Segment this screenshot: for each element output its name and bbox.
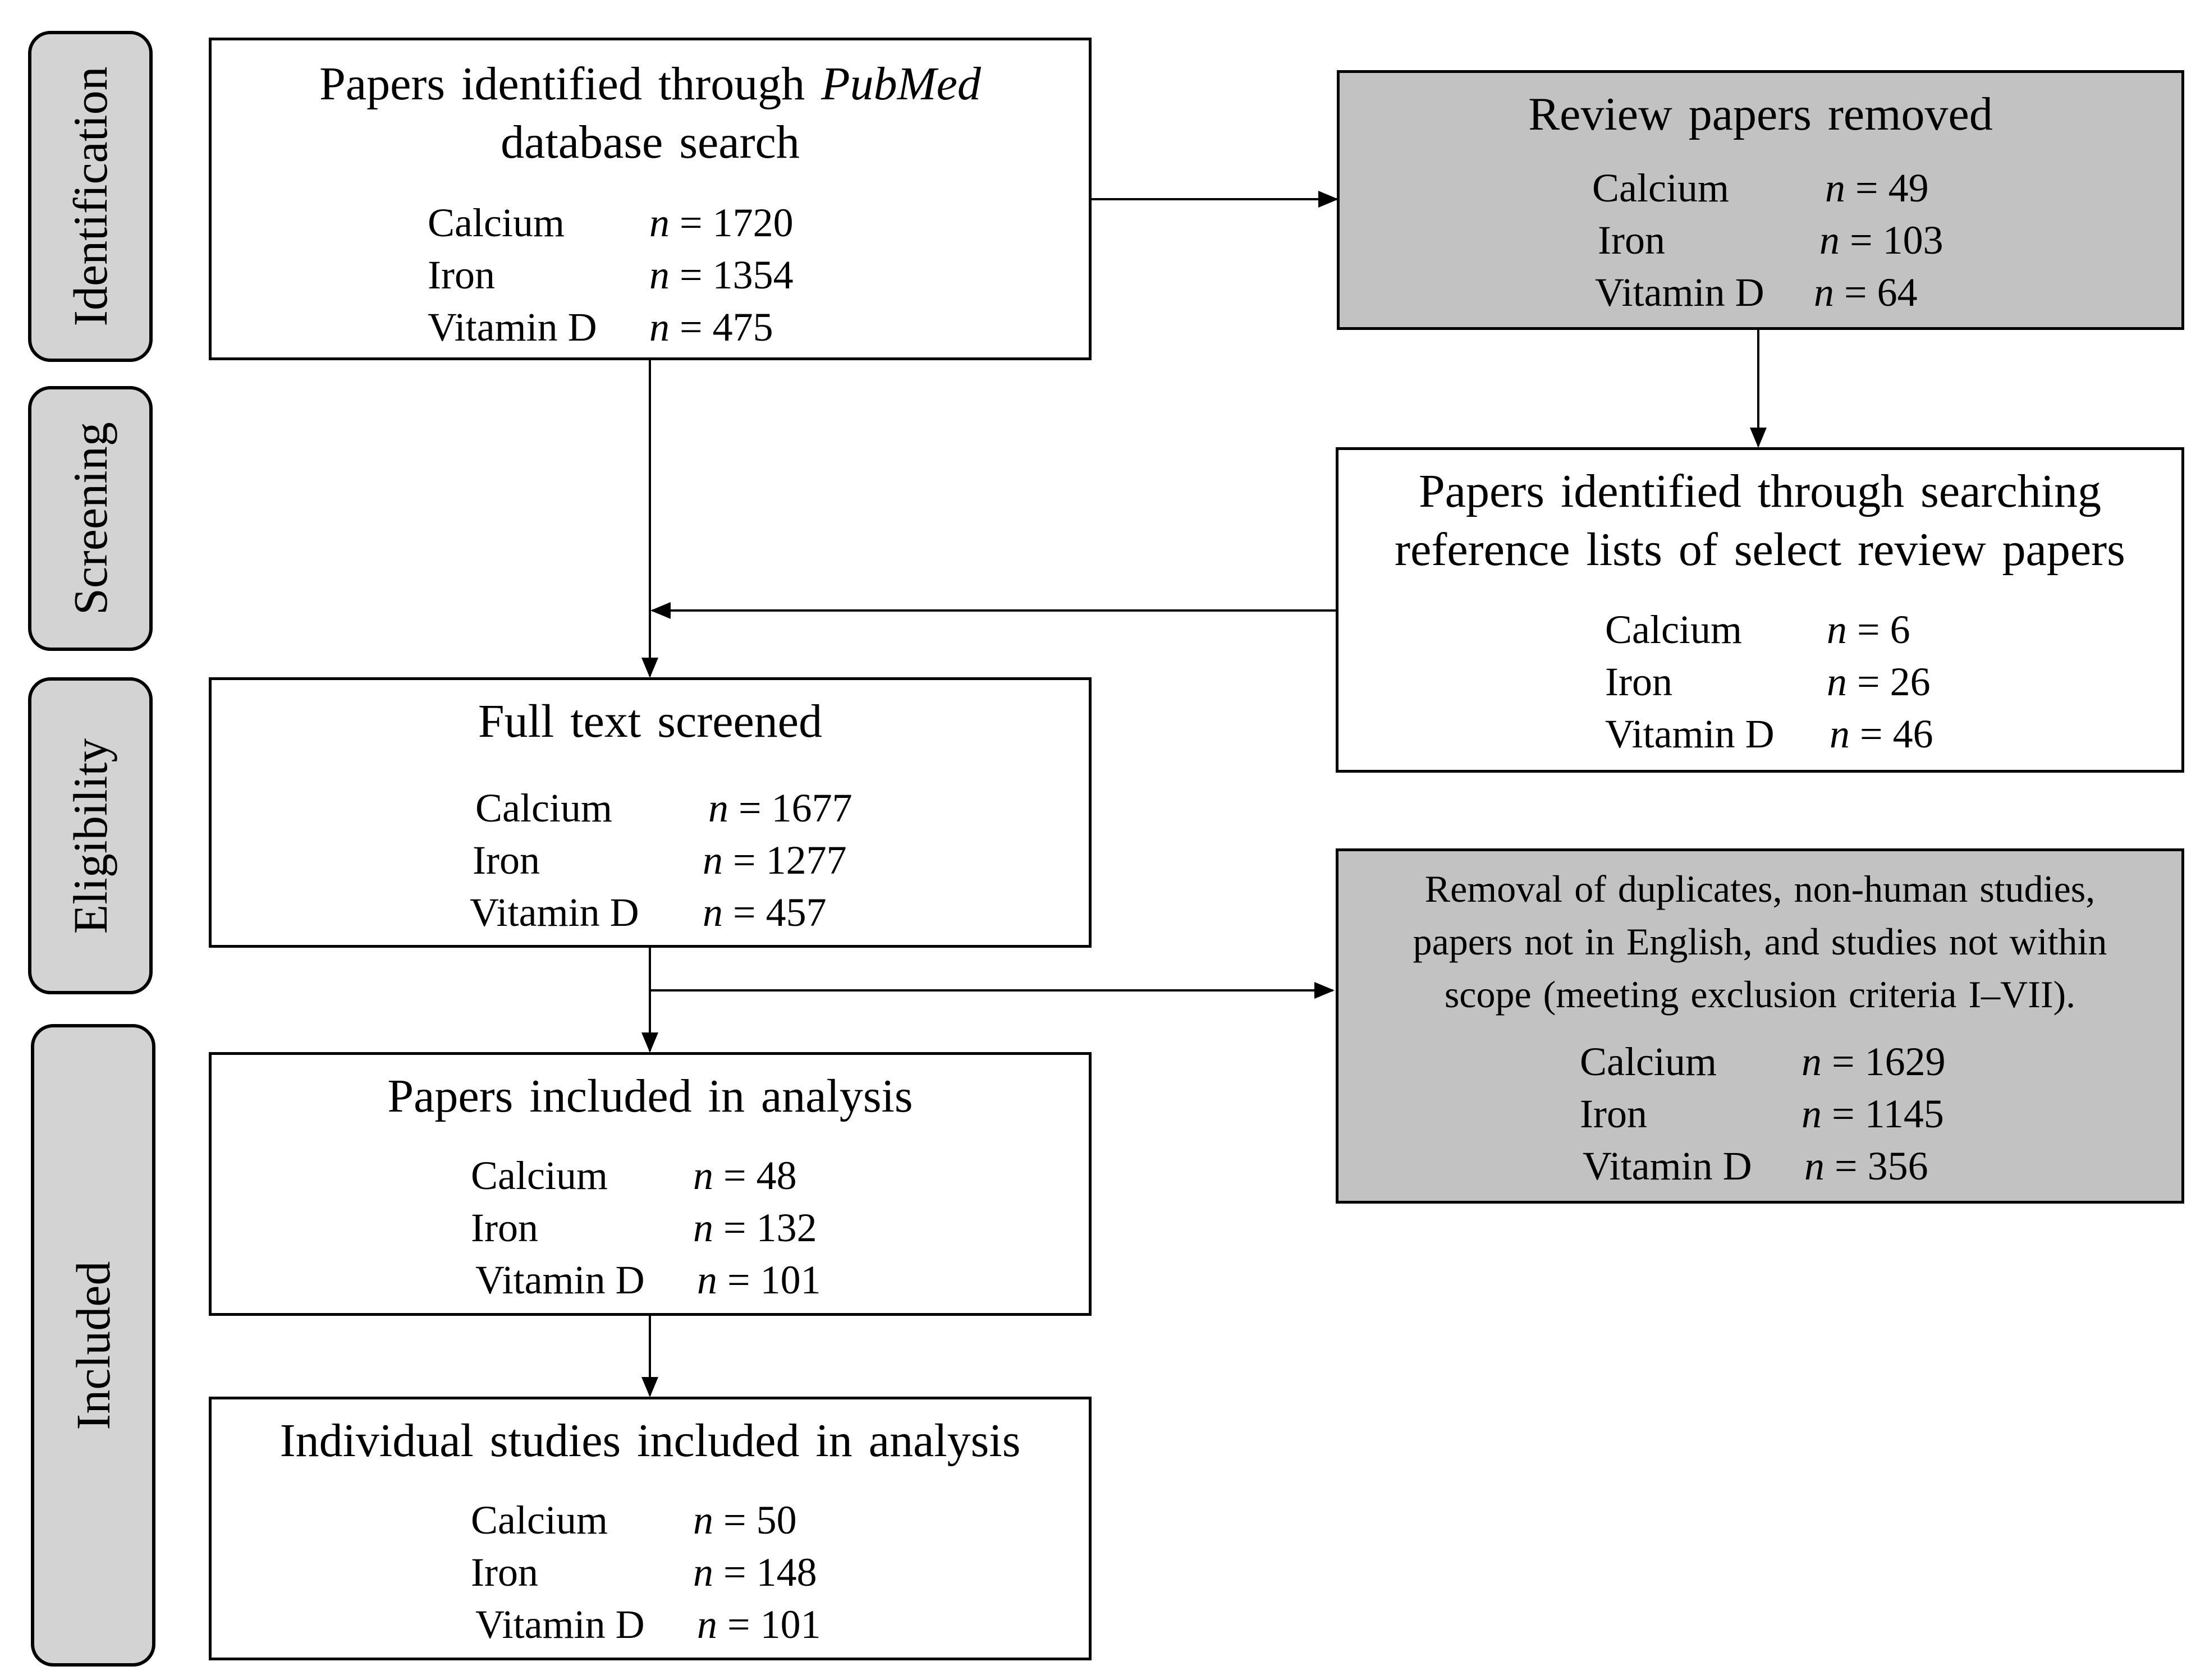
row-label: Calcium	[1592, 166, 1729, 210]
row-label: Iron	[471, 1550, 538, 1595]
row-count: n = 50	[693, 1498, 797, 1543]
box-pubmed-identified	[209, 38, 1092, 360]
row-label: Vitamin D	[470, 890, 639, 935]
box-review-papers-removed	[1337, 70, 2184, 330]
row-count: n = 475	[649, 305, 773, 350]
row-count: n = 457	[703, 890, 827, 935]
row-label: Iron	[471, 1205, 538, 1250]
row-label: Vitamin D	[1595, 270, 1764, 315]
phase-included-label: Included	[66, 1261, 120, 1430]
row-count: n = 6	[1827, 607, 1910, 652]
pubmed-name: PubMed	[821, 58, 981, 110]
row-label: Calcium	[428, 200, 565, 245]
row-label: Calcium	[471, 1498, 608, 1543]
row-label: Iron	[428, 253, 495, 297]
row-count: n = 26	[1827, 659, 1931, 704]
row-count: n = 101	[697, 1602, 821, 1647]
phase-identification-label: Identification	[63, 66, 117, 327]
phase-screening-label: Screening	[63, 422, 117, 615]
row-count: n = 1145	[1801, 1091, 1944, 1136]
row-count: n = 46	[1830, 712, 1933, 756]
row-label: Iron	[473, 838, 540, 883]
row-count: n = 1629	[1801, 1039, 1946, 1084]
reference-lists-title: Papers identified through searching reference lists of select review papers	[1395, 465, 2125, 576]
row-count: n = 1277	[703, 838, 847, 883]
row-count: n = 356	[1804, 1144, 1928, 1188]
row-label: Vitamin D	[1605, 712, 1775, 756]
full-text-title: Full text screened	[478, 695, 823, 747]
box-full-text-screened	[209, 677, 1092, 948]
box-removal-exclusions	[1336, 848, 2184, 1204]
row-label: Iron	[1605, 659, 1672, 704]
row-count: n = 64	[1814, 270, 1918, 315]
row-count: n = 48	[693, 1153, 797, 1198]
row-count: n = 101	[697, 1257, 821, 1302]
row-label: Vitamin D	[1583, 1144, 1752, 1188]
box-papers-included	[209, 1052, 1092, 1316]
row-count: n = 148	[693, 1550, 817, 1595]
box-individual-studies-included	[209, 1397, 1092, 1660]
row-count: n = 1720	[649, 200, 794, 245]
papers-included-title: Papers included in analysis	[387, 1070, 913, 1122]
reviews-removed-title: Review papers removed	[1528, 88, 1993, 140]
row-label: Iron	[1580, 1091, 1647, 1136]
studies-included-title: Individual studies included in analysis	[279, 1415, 1021, 1467]
phase-eligibility-label: Eligibility	[63, 738, 117, 934]
row-label: Vitamin D	[428, 305, 597, 350]
pubmed-box-title: Papers identified through PubMed database search	[319, 58, 981, 168]
row-label: Vitamin D	[475, 1602, 645, 1647]
row-label: Calcium	[1580, 1039, 1717, 1084]
row-count: n = 103	[1819, 218, 1943, 263]
row-label: Calcium	[475, 786, 612, 830]
row-count: n = 49	[1825, 166, 1929, 210]
row-label: Iron	[1598, 218, 1665, 263]
row-count: n = 1354	[649, 253, 794, 297]
row-count: n = 1677	[708, 786, 852, 830]
row-label: Calcium	[1605, 607, 1742, 652]
row-label: Vitamin D	[475, 1257, 645, 1302]
row-label: Calcium	[471, 1153, 608, 1198]
row-count: n = 132	[693, 1205, 817, 1250]
removal-title: Removal of duplicates, non-human studies, papers not in English, and studies not within scope (meeting exclusion criteria I–VII).	[1413, 867, 2107, 1016]
box-reference-lists-identified	[1336, 447, 2184, 773]
